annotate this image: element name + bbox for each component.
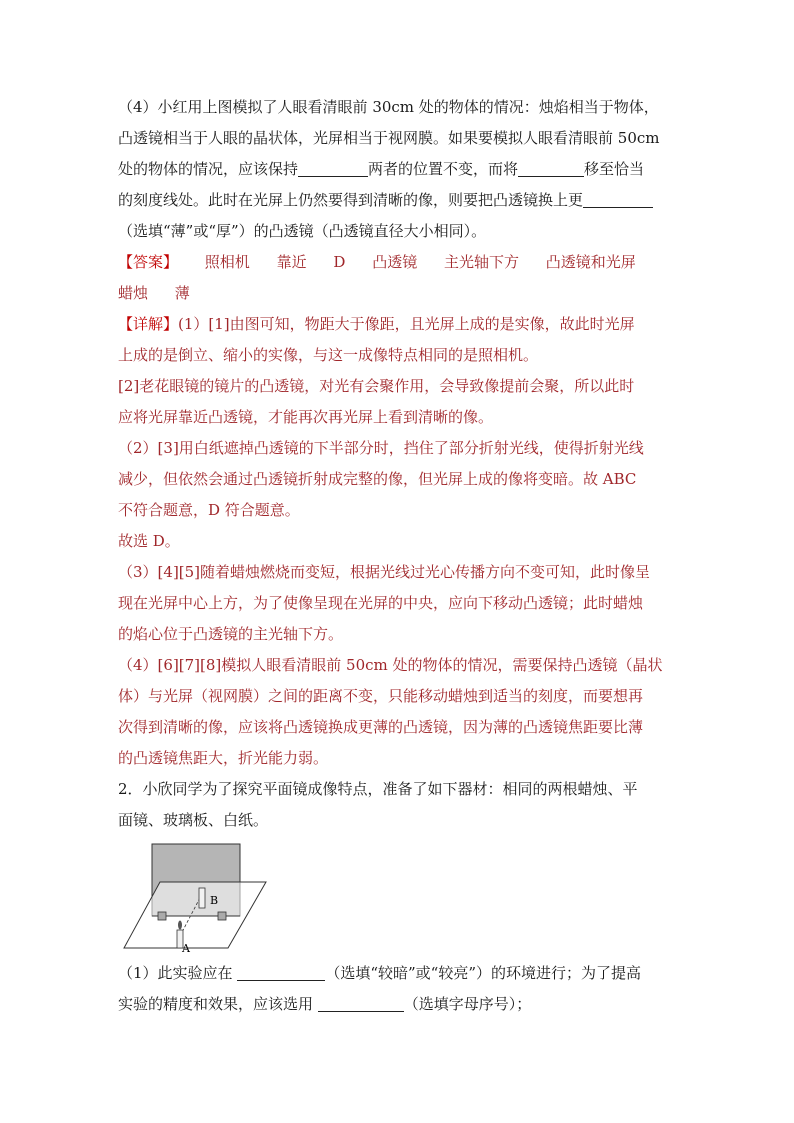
candle-a-flame [178, 921, 182, 930]
detail-line: [2]老花眼镜的镜片的凸透镜，对光有会聚作用，会导致像提前会聚，所以此时 [118, 377, 635, 395]
q4-line-3: 处的物体的情况，应该保持 两者的位置不变，而将 移至恰当 [118, 160, 645, 178]
q2-line-2: 面镜、玻璃板、白纸。 [118, 811, 269, 829]
detail-line: 的凸透镜焦距大，折光能力弱。 [118, 749, 329, 767]
detail-tag: 【详解】 [118, 315, 179, 333]
answer-line [118, 247, 678, 278]
answer-blank[interactable] [237, 962, 325, 981]
answer-item: 凸透镜和光屏 [545, 253, 636, 271]
q2-sub1-line-2: 实验的精度和效果，应该选用 （选填字母序号）； [118, 995, 532, 1013]
q4-line-4: 的刻度线处。此时在光屏上仍然要得到清晰的像，则要把凸透镜换上更 [118, 185, 678, 216]
answer-item: 薄 [174, 284, 190, 302]
plate-support-left [158, 912, 166, 920]
q4-line-2: 凸透镜相当于人眼的晶状体，光屏相当于视网膜。如果要模拟人眼看清眼前 50cm [118, 129, 660, 147]
answer-blank[interactable] [518, 158, 584, 177]
detail-line: 故选 D。 [118, 532, 180, 550]
answer-item: 蜡烛 [118, 284, 149, 302]
answer-item: 照相机 [204, 253, 250, 271]
answer-blank[interactable] [298, 158, 368, 177]
detail-line: 应将光屏靠近凸透镜，才能再次再光屏上看到清晰的像。 [118, 408, 494, 426]
answer-item: D [333, 253, 346, 271]
white-paper [124, 882, 266, 948]
detail-line: 现在光屏中心上方，为了使像呈现在光屏的中央，应向下移动凸透镜；此时蜡烛 [118, 594, 644, 612]
mirror-setup-diagram [120, 842, 270, 952]
answer-blank[interactable] [583, 189, 653, 208]
q2-sub1-line: （1）此实验应在 （选填“较暗”或“较亮”）的环境进行；为了提高 [118, 964, 641, 982]
mirror-experiment-figure [120, 842, 270, 952]
q2-line-1: 2．小欣同学为了探究平面镜成像特点，准备了如下器材：相同的两根蜡烛、平 [118, 780, 638, 798]
detail-line: （3）[4][5]随着蜡烛燃烧而变短，根据光线过光心传播方向不变可知，此时像呈 [118, 563, 651, 581]
answer-line-2 [118, 278, 678, 309]
detail-line: 次得到清晰的像，应该将凸透镜换成更薄的凸透镜，因为薄的凸透镜焦距要比薄 [118, 718, 644, 736]
answer-item: 靠近 [276, 253, 307, 271]
plate-support-right [218, 912, 226, 920]
answer-tag: 【答案】 [118, 253, 179, 271]
answer-item: 凸透镜 [372, 253, 418, 271]
detail-line: 的焰心位于凸透镜的主光轴下方。 [118, 625, 344, 643]
detail-line: （2）[3]用白纸遮掉凸透镜的下半部分时，挡住了部分折射光线，使得折射光线 [118, 439, 644, 457]
label-a: A [182, 942, 190, 952]
label-b: B [210, 894, 219, 907]
detail-line: 不符合题意，D 符合题意。 [118, 501, 300, 519]
detail-line: 上成的是倒立、缩小的实像，与这一成像特点相同的是照相机。 [118, 346, 539, 364]
detail-line: （4）[6][7][8]模拟人眼看清眼前 50cm 处的物体的情况，需要保持凸透镜（晶状 [118, 656, 663, 674]
detail-line: 体）与光屏（视网膜）之间的距离不变，只能移动蜡烛到适当的刻度，而要想再 [118, 687, 644, 705]
answer-item: 主光轴下方 [444, 253, 520, 271]
document-page [118, 92, 678, 1020]
detail-line: 减少，但依然会通过凸透镜折射成完整的像，但光屏上成的像将变暗。故 ABC [118, 470, 637, 488]
candle-b [199, 888, 205, 908]
q4-line-1: （4）小红用上图模拟了人眼看清眼前 30cm 处的物体的情况：烛焰相当于物体， [118, 98, 659, 116]
detail-line: 【详解】(1）[1]由图可知，物距大于像距，且光屏上成的是实像，故此时光屏 [118, 315, 635, 333]
q4-line-5: （选填“薄”或“厚”）的凸透镜（凸透镜直径大小相同）。 [118, 222, 487, 240]
answer-blank[interactable] [318, 993, 404, 1012]
